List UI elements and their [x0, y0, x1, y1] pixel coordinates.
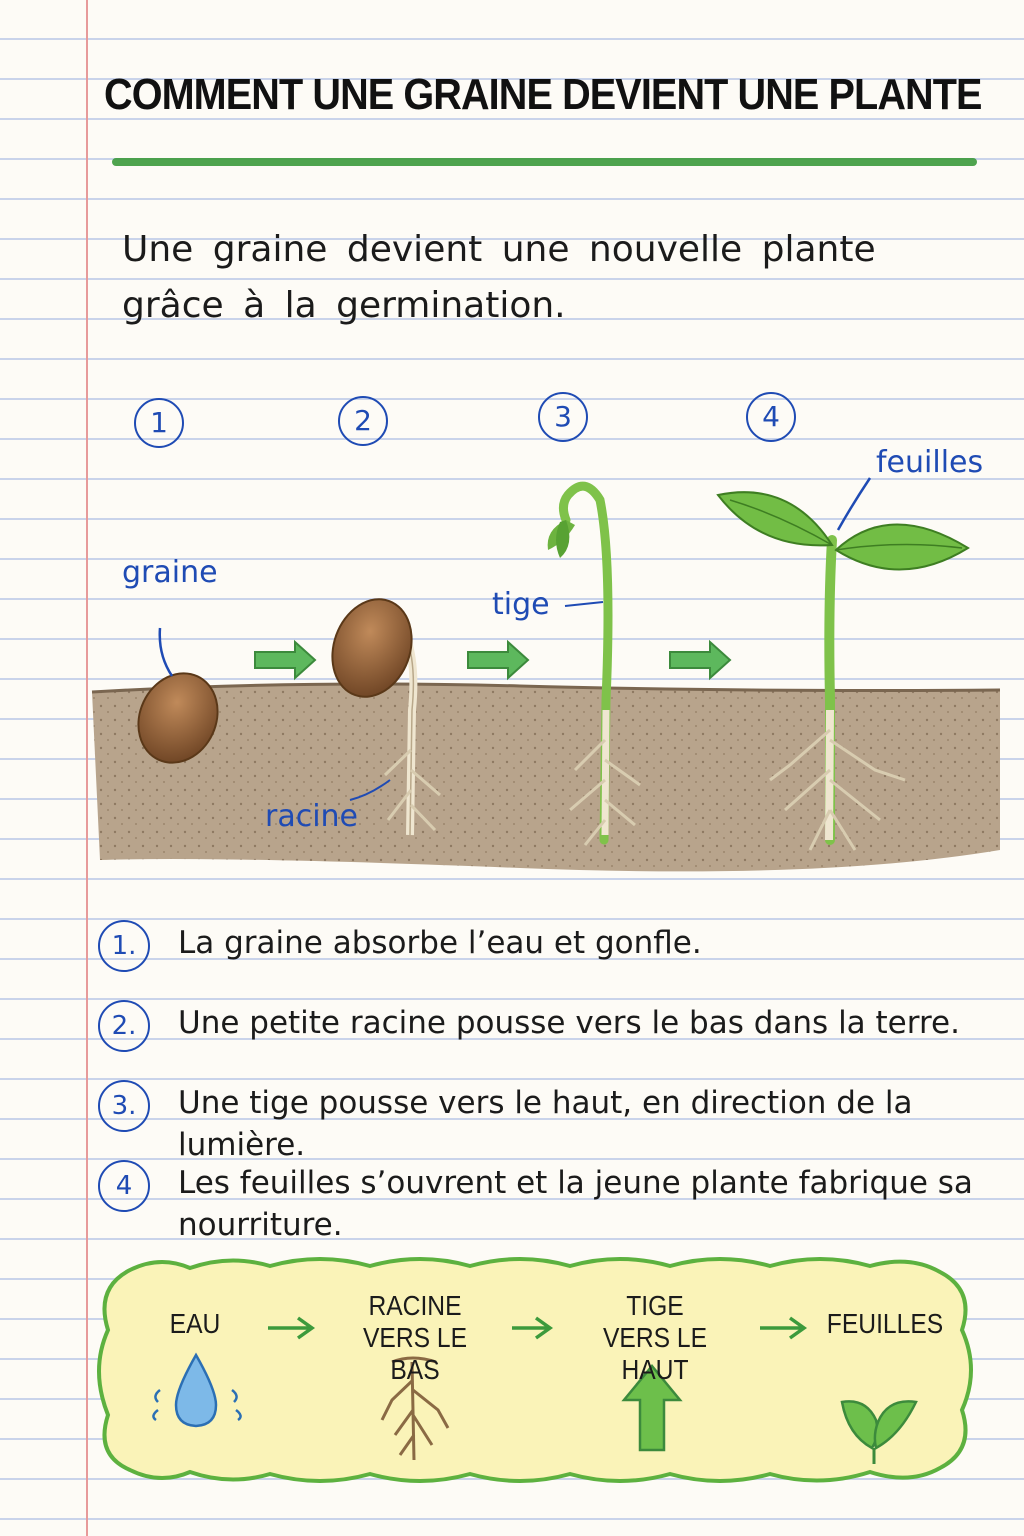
step-number: 4 [98, 1160, 150, 1212]
step-text: Une tige pousse vers le haut, en direction de la lumière. [178, 1085, 913, 1163]
summary-tige-line1: TIGE [626, 1290, 684, 1321]
graine-pointer [160, 628, 172, 676]
summary-racine-line2: VERS LE BAS [362, 1322, 468, 1385]
step-number: 2. [98, 1000, 150, 1052]
label-tige: tige [492, 587, 550, 622]
summary-tige-line2: VERS LE HAUT [602, 1322, 708, 1385]
intro-line-2: grâce à la germination. [122, 285, 566, 326]
step-number: 3. [98, 1080, 150, 1132]
label-graine: graine [122, 555, 218, 590]
step-text: Une petite racine pousse vers le bas dans la terre. [178, 1005, 960, 1041]
step-text: Les feuilles s’ouvrent et la jeune plante fabrique sa nourriture. [178, 1165, 973, 1243]
stage-number-2: 2 [338, 396, 388, 446]
right-arrow-icon [255, 642, 315, 678]
step-3 [98, 1080, 1018, 1163]
feuilles-pointer [838, 478, 870, 530]
intro-text [122, 222, 942, 334]
soil [92, 684, 1000, 871]
summary-racine [340, 1290, 490, 1386]
step-4 [98, 1160, 1018, 1243]
summary-panel [0, 1250, 1024, 1490]
right-arrow-icon [670, 642, 730, 678]
stage-number-4: 4 [746, 392, 796, 442]
step-text: La graine absorbe l’eau et gonfle. [178, 925, 702, 961]
step-2 [98, 1000, 1018, 1070]
step-number: 1. [98, 920, 150, 972]
germination-diagram [0, 380, 1024, 900]
label-feuilles: feuilles [876, 445, 984, 480]
right-arrow-icon [468, 642, 528, 678]
title-underline [112, 158, 977, 166]
intro-line-1: Une graine devient une nouvelle plante [122, 229, 876, 270]
tige-pointer [565, 602, 603, 606]
label-racine: racine [265, 799, 359, 834]
step-1 [98, 920, 1018, 990]
summary-eau: EAU [169, 1308, 221, 1339]
page-title: COMMENT UNE GRAINE DEVIENT UNE PLANTE [104, 70, 982, 119]
stage-number-1: 1 [134, 398, 184, 448]
stage-number-3: 3 [538, 392, 588, 442]
summary-racine-line1: RACINE [368, 1290, 462, 1321]
summary-feuilles: FEUILLES [826, 1308, 944, 1339]
summary-tige [571, 1290, 738, 1386]
